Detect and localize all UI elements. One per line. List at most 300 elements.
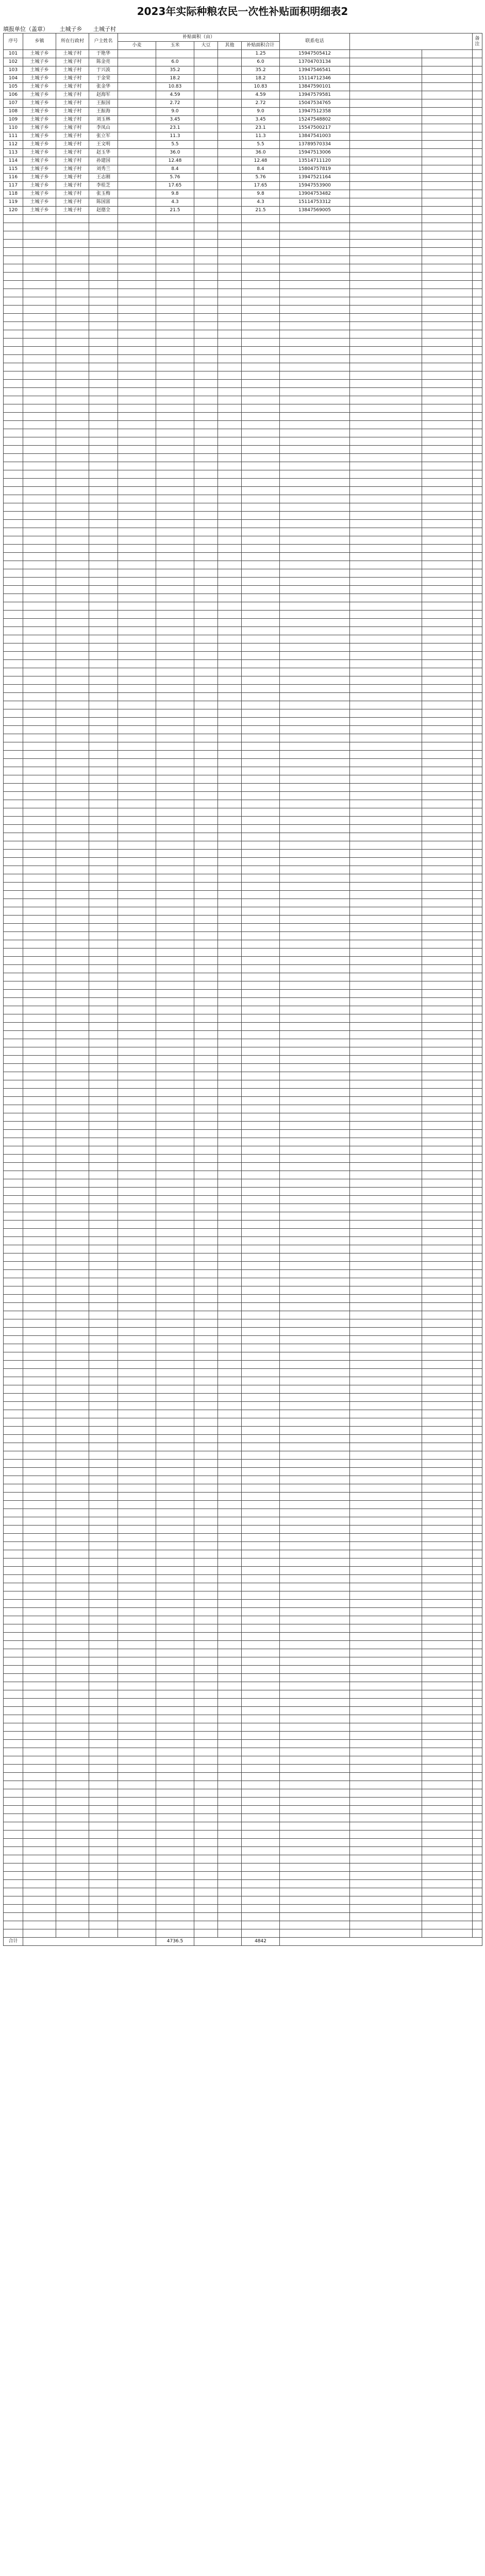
row-cell — [56, 1896, 89, 1905]
row-cell — [280, 833, 350, 841]
row-cell — [89, 512, 118, 520]
row-cell — [156, 742, 194, 751]
table-row — [4, 190, 482, 198]
row-cell — [242, 1097, 280, 1105]
table-body — [4, 50, 482, 1938]
row-cell — [280, 347, 350, 355]
row-cell — [218, 841, 242, 850]
row-cell — [422, 1591, 473, 1600]
table-row-empty — [4, 1146, 482, 1155]
row-cell — [350, 1056, 422, 1064]
row-cell — [89, 883, 118, 891]
row-cell — [89, 1666, 118, 1674]
row-cell — [23, 289, 56, 297]
row-cell — [280, 1427, 350, 1435]
row-cell — [280, 1624, 350, 1633]
row-cell — [218, 1690, 242, 1699]
row-cell — [156, 833, 194, 841]
row-cell — [4, 767, 23, 775]
row-seq: 102 — [4, 58, 23, 66]
row-cell — [280, 273, 350, 281]
table-row — [4, 165, 482, 174]
row-cell — [194, 470, 218, 479]
row-other — [218, 124, 242, 132]
row-cell — [118, 1649, 156, 1657]
row-cell — [89, 1451, 118, 1460]
row-cell — [56, 1888, 89, 1896]
row-cell — [422, 404, 473, 413]
row-cell — [23, 1171, 56, 1179]
row-cell — [280, 635, 350, 643]
row-cell — [422, 1732, 473, 1740]
row-cell — [350, 1896, 422, 1905]
table-row-empty — [4, 1443, 482, 1451]
row-cell — [473, 1080, 482, 1089]
row-cell — [422, 784, 473, 792]
row-cell — [218, 240, 242, 248]
row-cell — [56, 1064, 89, 1072]
row-cell — [56, 281, 89, 289]
row-remark — [473, 108, 482, 116]
row-cell — [23, 602, 56, 611]
row-cell — [218, 306, 242, 314]
row-cell — [218, 1806, 242, 1814]
row-cell — [89, 1798, 118, 1806]
row-cell — [473, 1649, 482, 1657]
row-cell — [242, 957, 280, 965]
row-name: 于金荣 — [89, 75, 118, 83]
row-cell — [156, 619, 194, 627]
row-cell — [473, 231, 482, 240]
row-cell — [194, 1476, 218, 1484]
row-cell — [156, 784, 194, 792]
row-cell — [4, 1146, 23, 1155]
row-cell — [56, 1138, 89, 1146]
row-cell — [280, 907, 350, 916]
row-cell — [156, 1839, 194, 1847]
table-row-empty — [4, 1526, 482, 1534]
row-cell — [473, 635, 482, 643]
row-cell — [23, 1476, 56, 1484]
row-cell — [473, 487, 482, 495]
row-cell — [242, 1328, 280, 1336]
row-phone: 13847569005 — [280, 207, 350, 215]
row-cell — [280, 248, 350, 256]
row-cell — [350, 553, 422, 561]
row-cell — [194, 1311, 218, 1319]
row-cell — [473, 1888, 482, 1896]
row-cell — [280, 1031, 350, 1039]
row-cell — [422, 1740, 473, 1748]
row-cell — [4, 1575, 23, 1583]
row-area: 5.5 — [242, 141, 280, 149]
table-row-empty — [4, 874, 482, 883]
row-village: 土城子村 — [56, 66, 89, 75]
row-cell — [242, 1039, 280, 1047]
row-cell — [280, 643, 350, 652]
row-cell — [280, 784, 350, 792]
row-cell — [4, 635, 23, 643]
row-cell — [89, 1608, 118, 1616]
row-cell — [473, 1575, 482, 1583]
row-cell — [218, 1410, 242, 1418]
row-cell — [473, 1666, 482, 1674]
row-cell — [350, 1682, 422, 1690]
row-cell — [194, 850, 218, 858]
row-cell — [89, 899, 118, 907]
row-cell — [350, 981, 422, 990]
row-cell — [218, 578, 242, 586]
row-cell — [473, 668, 482, 676]
row-cell — [4, 1047, 23, 1056]
row-cell — [280, 1682, 350, 1690]
row-cell — [118, 742, 156, 751]
row-cell — [56, 314, 89, 322]
row-cell — [422, 421, 473, 429]
row-cell — [194, 1641, 218, 1649]
row-cell — [118, 1591, 156, 1600]
row-cell — [194, 1534, 218, 1542]
row-cell — [280, 1781, 350, 1789]
row-cell — [422, 701, 473, 709]
row-cell — [473, 1633, 482, 1641]
row-cell — [156, 281, 194, 289]
table-row-empty — [4, 1336, 482, 1344]
row-cell — [350, 833, 422, 841]
row-cell — [194, 1204, 218, 1212]
row-cell — [89, 1460, 118, 1468]
row-cell — [350, 1699, 422, 1707]
row-cell — [118, 1369, 156, 1377]
row-cell — [118, 545, 156, 553]
table-row-empty — [4, 1501, 482, 1509]
row-cell — [422, 503, 473, 512]
row-cell — [218, 256, 242, 264]
row-cell — [23, 1550, 56, 1558]
table-row-empty — [4, 1303, 482, 1311]
row-cell — [156, 1674, 194, 1682]
row-cell — [23, 767, 56, 775]
row-cell — [422, 1649, 473, 1657]
row-cell — [4, 1715, 23, 1723]
row-cell — [422, 1773, 473, 1781]
row-cell — [473, 528, 482, 536]
table-row — [4, 174, 482, 182]
row-cell — [473, 1781, 482, 1789]
row-cell — [194, 1847, 218, 1855]
table-row-empty — [4, 808, 482, 817]
row-cell — [89, 1517, 118, 1526]
row-cell — [194, 1122, 218, 1130]
row-cell — [89, 1072, 118, 1080]
row-cell — [218, 503, 242, 512]
row-cell — [473, 495, 482, 503]
row-cell — [56, 1863, 89, 1872]
row-cell — [350, 883, 422, 891]
row-cell — [280, 1608, 350, 1616]
row-cell — [23, 1262, 56, 1270]
row-cell — [194, 891, 218, 899]
row-blank1 — [350, 165, 422, 174]
row-cell — [242, 512, 280, 520]
row-cell — [56, 536, 89, 545]
row-cell — [473, 784, 482, 792]
row-cell — [473, 841, 482, 850]
row-cell — [194, 1188, 218, 1196]
row-cell — [280, 594, 350, 602]
row-cell — [89, 1806, 118, 1814]
row-cell — [56, 528, 89, 536]
row-cell — [118, 1798, 156, 1806]
row-cell — [89, 948, 118, 957]
row-cell — [23, 528, 56, 536]
row-cell — [350, 1781, 422, 1789]
table-row-empty — [4, 215, 482, 223]
row-name: 张金华 — [89, 83, 118, 91]
row-cell — [194, 1624, 218, 1633]
row-cell — [156, 240, 194, 248]
table-row-empty — [4, 965, 482, 973]
row-cell — [156, 965, 194, 973]
row-cell — [56, 495, 89, 503]
row-cell — [422, 1204, 473, 1212]
row-cell — [280, 1080, 350, 1089]
row-cell — [473, 742, 482, 751]
row-cell — [194, 1517, 218, 1526]
row-cell — [422, 1913, 473, 1921]
row-cell — [218, 742, 242, 751]
row-cell — [4, 1006, 23, 1014]
row-cell — [118, 454, 156, 462]
row-cell — [194, 1567, 218, 1575]
row-cell — [242, 932, 280, 940]
row-cell — [89, 1781, 118, 1789]
row-cell — [56, 611, 89, 619]
table-row-empty — [4, 775, 482, 784]
row-cell — [280, 1286, 350, 1295]
table-row-empty — [4, 693, 482, 701]
row-wheat — [118, 99, 156, 108]
row-cell — [242, 1657, 280, 1666]
row-cell — [4, 1608, 23, 1616]
row-cell — [350, 1006, 422, 1014]
row-township: 土城子乡 — [23, 149, 56, 157]
row-blank1 — [350, 83, 422, 91]
row-cell — [89, 957, 118, 965]
row-cell — [422, 545, 473, 553]
row-cell — [156, 1715, 194, 1723]
table-row-empty — [4, 1740, 482, 1748]
row-cell — [422, 767, 473, 775]
row-cell — [350, 1344, 422, 1352]
row-cell — [194, 1732, 218, 1740]
row-blank2 — [422, 58, 473, 66]
row-cell — [350, 487, 422, 495]
row-cell — [280, 1122, 350, 1130]
row-cell — [422, 1270, 473, 1278]
row-cell — [242, 635, 280, 643]
row-cell — [280, 668, 350, 676]
row-cell — [280, 380, 350, 388]
row-cell — [350, 940, 422, 948]
row-cell — [422, 1443, 473, 1451]
row-cell — [422, 1402, 473, 1410]
table-row-empty — [4, 718, 482, 726]
row-cell — [473, 825, 482, 833]
row-seq: 114 — [4, 157, 23, 165]
row-cell — [56, 553, 89, 561]
row-cell — [218, 635, 242, 643]
row-cell — [89, 1089, 118, 1097]
row-cell — [89, 1155, 118, 1163]
row-cell — [422, 1262, 473, 1270]
row-cell — [473, 973, 482, 981]
row-cell — [473, 1427, 482, 1435]
row-cell — [118, 676, 156, 685]
row-cell — [89, 1361, 118, 1369]
row-cell — [218, 1591, 242, 1600]
row-cell — [242, 1221, 280, 1229]
row-cell — [194, 899, 218, 907]
row-cell — [4, 330, 23, 338]
row-cell — [56, 1715, 89, 1723]
row-cell — [280, 1633, 350, 1641]
row-cell — [280, 990, 350, 998]
row-cell — [280, 1558, 350, 1567]
row-cell — [280, 1237, 350, 1245]
row-cell — [422, 1921, 473, 1929]
row-cell — [194, 1600, 218, 1608]
row-cell — [218, 297, 242, 306]
row-cell — [422, 1460, 473, 1468]
row-cell — [118, 1056, 156, 1064]
row-cell — [350, 1476, 422, 1484]
row-cell — [89, 1765, 118, 1773]
row-cell — [280, 536, 350, 545]
table-row-empty — [4, 281, 482, 289]
total-area: 4736.5 — [156, 1938, 194, 1946]
table-row-empty — [4, 553, 482, 561]
row-cell — [218, 479, 242, 487]
row-cell — [56, 1583, 89, 1591]
row-cell — [4, 223, 23, 231]
row-cell — [350, 932, 422, 940]
row-cell — [23, 676, 56, 685]
row-cell — [280, 462, 350, 470]
row-cell — [4, 652, 23, 660]
row-village: 土城子村 — [56, 58, 89, 66]
row-cell — [422, 396, 473, 404]
table-row-empty — [4, 495, 482, 503]
row-cell — [218, 1649, 242, 1657]
table-row — [4, 132, 482, 141]
row-soy — [194, 149, 218, 157]
row-cell — [218, 1624, 242, 1633]
row-cell — [156, 767, 194, 775]
row-cell — [280, 1352, 350, 1361]
row-cell — [218, 1196, 242, 1204]
row-soy — [194, 157, 218, 165]
row-cell — [350, 701, 422, 709]
row-cell — [218, 940, 242, 948]
row-cell — [280, 1863, 350, 1872]
row-cell — [89, 1245, 118, 1253]
row-cell — [422, 1707, 473, 1715]
row-cell — [194, 1377, 218, 1385]
row-cell — [4, 586, 23, 594]
row-cell — [194, 1402, 218, 1410]
table-row-empty — [4, 1352, 482, 1361]
row-cell — [242, 1319, 280, 1328]
row-cell — [350, 1451, 422, 1460]
row-cell — [56, 1336, 89, 1344]
row-cell — [280, 660, 350, 668]
row-cell — [89, 223, 118, 231]
row-name: 王文明 — [89, 141, 118, 149]
row-cell — [56, 1526, 89, 1534]
table-row-empty — [4, 990, 482, 998]
row-cell — [89, 1550, 118, 1558]
row-cell — [218, 1204, 242, 1212]
row-cell — [56, 676, 89, 685]
row-cell — [473, 1056, 482, 1064]
row-cell — [23, 693, 56, 701]
row-cell — [473, 1196, 482, 1204]
row-cell — [242, 1526, 280, 1534]
row-cell — [242, 1501, 280, 1509]
row-cell — [218, 1435, 242, 1443]
row-cell — [118, 1311, 156, 1319]
row-cell — [422, 1319, 473, 1328]
table-row-empty — [4, 833, 482, 841]
row-cell — [23, 627, 56, 635]
row-seq: 107 — [4, 99, 23, 108]
row-cell — [194, 775, 218, 784]
row-cell — [118, 1385, 156, 1394]
row-cell — [56, 248, 89, 256]
row-cell — [194, 1155, 218, 1163]
row-cell — [194, 1336, 218, 1344]
row-cell — [56, 1229, 89, 1237]
row-cell — [118, 668, 156, 676]
row-cell — [23, 1369, 56, 1377]
row-cell — [218, 833, 242, 841]
row-township: 土城子乡 — [23, 207, 56, 215]
row-cell — [350, 586, 422, 594]
row-cell — [350, 841, 422, 850]
table-row-empty — [4, 850, 482, 858]
row-cell — [473, 981, 482, 990]
row-cell — [350, 1921, 422, 1929]
row-cell — [156, 891, 194, 899]
row-wheat — [118, 75, 156, 83]
row-cell — [242, 1798, 280, 1806]
row-cell — [156, 643, 194, 652]
row-cell — [242, 1245, 280, 1253]
row-cell — [242, 1278, 280, 1286]
row-remark — [473, 66, 482, 75]
row-cell — [350, 1221, 422, 1229]
row-cell — [56, 1146, 89, 1155]
row-cell — [218, 627, 242, 635]
row-cell — [473, 1806, 482, 1814]
row-cell — [4, 1913, 23, 1921]
row-cell — [56, 1657, 89, 1666]
row-village: 土城子村 — [56, 141, 89, 149]
row-cell — [422, 1855, 473, 1863]
table-row-empty — [4, 668, 482, 676]
row-cell — [280, 1014, 350, 1023]
